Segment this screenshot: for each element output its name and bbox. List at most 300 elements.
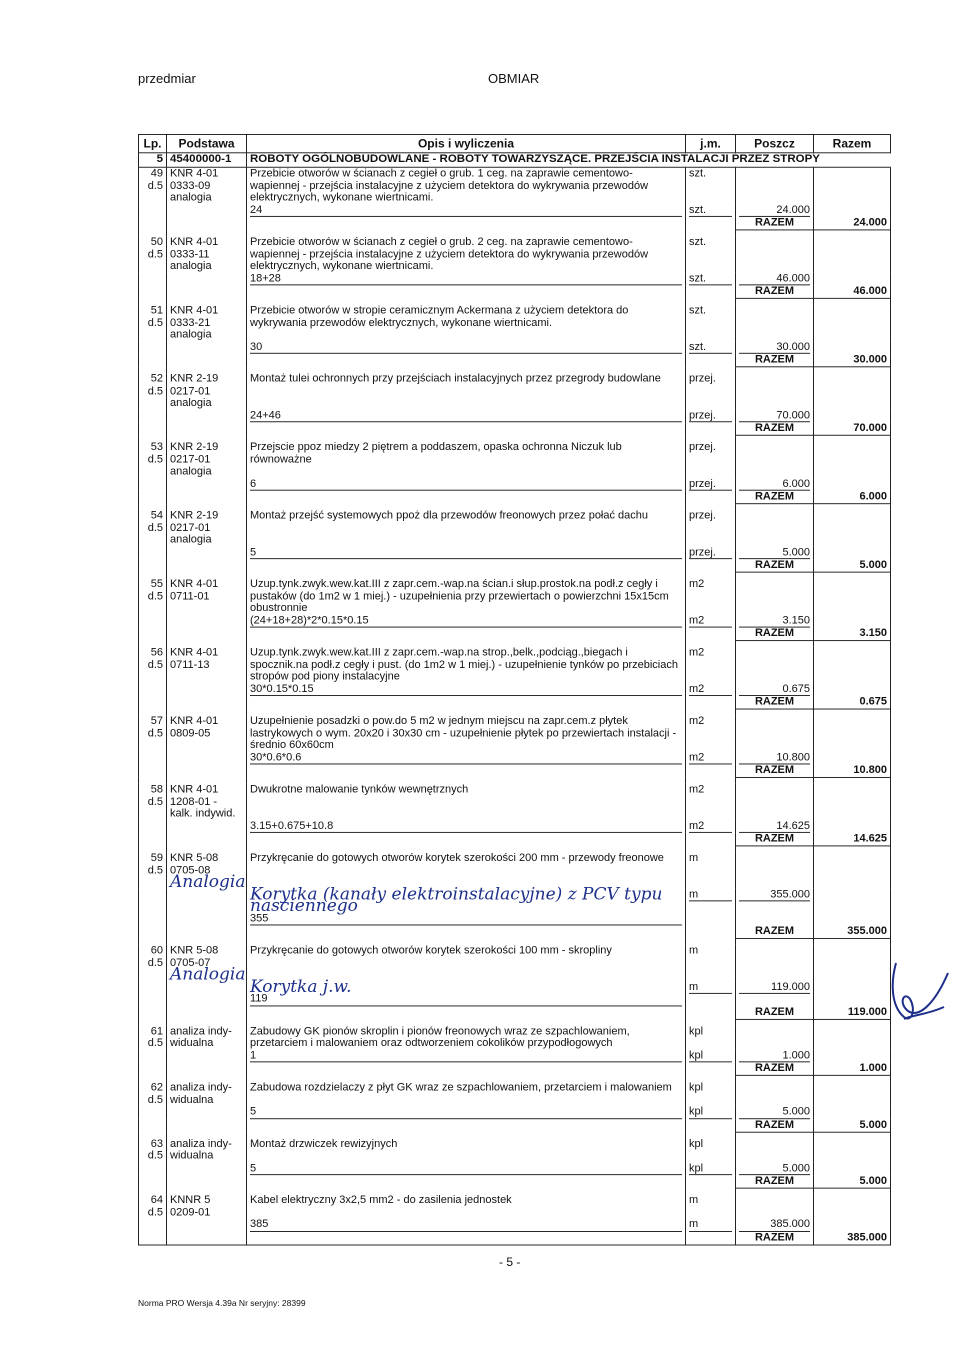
item-podstawa-line: analogia bbox=[170, 534, 212, 546]
item-unit: m bbox=[689, 852, 699, 864]
item-description: Montaż tulei ochronnych przy przejściach instalacyjnych przez przegrody budowlane bbox=[250, 373, 661, 385]
item-unit2: m2 bbox=[689, 820, 732, 833]
item-unit2-cell bbox=[686, 546, 736, 559]
item-unit2-cell bbox=[686, 981, 736, 1006]
item-razem-total: 46.000 bbox=[814, 285, 891, 298]
item-razem-empty bbox=[814, 167, 891, 204]
item-poszcz-cell bbox=[736, 341, 814, 354]
item-podstawa-cell bbox=[167, 578, 247, 614]
table-row-quantity bbox=[139, 1219, 891, 1232]
table-row-quantity bbox=[139, 888, 891, 925]
table-row-razem bbox=[139, 1175, 891, 1188]
razem-opis-empty bbox=[247, 491, 686, 504]
item-podstawa-line: KNR 2-19 bbox=[170, 509, 219, 522]
item-formula-cell bbox=[247, 272, 686, 285]
razem-pod-empty bbox=[167, 1062, 247, 1075]
item-poszcz: 385.000 bbox=[739, 1219, 810, 1232]
table-row-razem bbox=[139, 925, 891, 938]
item-description: Montaż przejść systemowych ppoż dla przewodów freonowych przez połać dachu bbox=[250, 509, 649, 522]
column-header-lp: Lp. bbox=[139, 134, 167, 152]
item-lp-cell bbox=[139, 647, 167, 683]
qty-pod-empty bbox=[167, 888, 247, 925]
item-podstawa-line: 0217-01 bbox=[170, 453, 211, 466]
item-unit2: kpl bbox=[689, 1162, 732, 1175]
item-poszcz-empty bbox=[736, 784, 814, 820]
item-lp-cell bbox=[139, 1025, 167, 1049]
item-d: d.5 bbox=[147, 1093, 163, 1106]
item-lp-cell bbox=[139, 1138, 167, 1162]
item-lp-cell bbox=[139, 852, 167, 888]
qty-lp-empty bbox=[139, 1106, 167, 1119]
item-unit2: m2 bbox=[689, 615, 732, 628]
item-poszcz-cell bbox=[736, 546, 814, 559]
item-podstawa-cell bbox=[167, 236, 247, 272]
item-podstawa-line: KNR 4-01 bbox=[170, 578, 219, 590]
item-razem-empty bbox=[814, 442, 891, 478]
item-razem-empty bbox=[814, 715, 891, 751]
item-podstawa-cell bbox=[167, 647, 247, 683]
item-unit2: m2 bbox=[689, 683, 732, 696]
item-unit2-cell bbox=[686, 1162, 736, 1175]
razem-jm-empty bbox=[686, 285, 736, 298]
handwritten-annotation: Korytka j.w. bbox=[250, 977, 352, 997]
item-formula-cell bbox=[247, 615, 686, 628]
item-poszcz: 5.000 bbox=[739, 1162, 810, 1175]
section-code: 45400000-1 bbox=[167, 153, 247, 167]
razem-pod-empty bbox=[167, 925, 247, 938]
item-podstawa-cell bbox=[167, 1025, 247, 1049]
qty-pod-empty bbox=[167, 751, 247, 764]
item-formula-cell bbox=[247, 884, 686, 925]
item-unit: przej. bbox=[689, 373, 716, 385]
item-podstawa-line: KNR 5-08 bbox=[170, 944, 219, 957]
table-header-row bbox=[139, 134, 891, 152]
qty-pod-empty bbox=[167, 1049, 247, 1062]
item-description-cell bbox=[247, 442, 686, 478]
item-lp: 58 bbox=[150, 783, 163, 796]
qty-razem-empty bbox=[814, 546, 891, 559]
item-formula-cell bbox=[247, 1219, 686, 1232]
table-row bbox=[139, 510, 891, 546]
qty-razem-empty bbox=[814, 683, 891, 696]
razem-pod-empty bbox=[167, 1006, 247, 1019]
item-unit-cell bbox=[686, 852, 736, 888]
item-formula-cell bbox=[247, 409, 686, 422]
item-poszcz: 70.000 bbox=[739, 409, 810, 422]
item-description-cell bbox=[247, 715, 686, 751]
item-description-cell bbox=[247, 167, 686, 204]
table-row-razem bbox=[139, 833, 891, 846]
razem-jm-empty bbox=[686, 925, 736, 938]
item-unit2: przej. bbox=[689, 478, 732, 491]
item-description: Przejscie ppoz miedzy 2 piętrem a poddaszem, opaska ochronna Niczuk lub równoważne bbox=[250, 441, 622, 466]
item-unit-cell bbox=[686, 305, 736, 341]
table-row-quantity bbox=[139, 478, 891, 491]
item-unit2: szt. bbox=[689, 272, 732, 285]
header-title: OBMIAR bbox=[488, 71, 540, 86]
item-lp-cell bbox=[139, 945, 167, 981]
item-formula: 30*0.6*0.6 bbox=[250, 751, 682, 764]
item-razem-total: 355.000 bbox=[814, 925, 891, 938]
qty-pod-empty bbox=[167, 341, 247, 354]
item-poszcz-empty bbox=[736, 442, 814, 478]
qty-razem-empty bbox=[814, 981, 891, 1006]
item-formula: 24 bbox=[250, 204, 682, 217]
table-row bbox=[139, 236, 891, 272]
razem-lp-empty bbox=[139, 491, 167, 504]
handwritten-signature bbox=[886, 955, 956, 1035]
qty-razem-empty bbox=[814, 751, 891, 764]
qty-razem-empty bbox=[814, 478, 891, 491]
item-poszcz-empty bbox=[736, 1025, 814, 1049]
razem-label: RAZEM bbox=[736, 1119, 814, 1132]
item-unit2-cell bbox=[686, 1219, 736, 1232]
table-row bbox=[139, 852, 891, 888]
razem-label: RAZEM bbox=[736, 491, 814, 504]
item-description: Przykręcanie do gotowych otworów korytek szerokości 100 mm - skropliny bbox=[250, 944, 612, 957]
item-poszcz-empty bbox=[736, 510, 814, 546]
item-unit2: przej. bbox=[689, 546, 732, 559]
item-lp-cell bbox=[139, 715, 167, 751]
item-lp-cell bbox=[139, 305, 167, 341]
table-row-razem bbox=[139, 285, 891, 298]
table-row-razem bbox=[139, 696, 891, 709]
table-row-razem bbox=[139, 217, 891, 230]
item-unit-cell bbox=[686, 442, 736, 478]
item-lp: 49 bbox=[150, 167, 163, 180]
razem-pod-empty bbox=[167, 628, 247, 641]
item-podstawa-line: KNR 2-19 bbox=[170, 441, 219, 454]
item-description-cell bbox=[247, 236, 686, 272]
item-description-cell bbox=[247, 1025, 686, 1049]
razem-jm-empty bbox=[686, 696, 736, 709]
item-podstawa-line: analiza indy- bbox=[170, 1081, 232, 1094]
item-unit2: kpl bbox=[689, 1106, 732, 1119]
item-poszcz-empty bbox=[736, 373, 814, 409]
item-podstawa-line: KNR 5-08 bbox=[170, 852, 219, 864]
qty-pod-empty bbox=[167, 820, 247, 833]
razem-label: RAZEM bbox=[736, 833, 814, 846]
item-podstawa-line: 1208-01 - bbox=[170, 795, 218, 808]
table-row-razem bbox=[139, 1232, 891, 1245]
item-podstawa-cell bbox=[167, 1194, 247, 1218]
razem-label: RAZEM bbox=[736, 217, 814, 230]
item-formula-cell bbox=[247, 1162, 686, 1175]
item-poszcz-cell bbox=[736, 683, 814, 696]
table-row-quantity bbox=[139, 820, 891, 833]
table-row-quantity bbox=[139, 683, 891, 696]
item-razem-total: 1.000 bbox=[814, 1062, 891, 1075]
item-description: Dwukrotne malowanie tynków wewnętrznych bbox=[250, 783, 469, 796]
item-razem-empty bbox=[814, 852, 891, 888]
item-podstawa-cell bbox=[167, 442, 247, 478]
qty-lp-empty bbox=[139, 204, 167, 217]
item-d: d.5 bbox=[147, 956, 163, 969]
item-podstawa-line: widualna bbox=[170, 1037, 214, 1049]
item-podstawa-line: 0217-01 bbox=[170, 522, 211, 534]
razem-jm-empty bbox=[686, 764, 736, 777]
table-row bbox=[139, 715, 891, 751]
razem-label: RAZEM bbox=[736, 696, 814, 709]
item-podstawa-line: analogia bbox=[170, 397, 212, 409]
item-unit: m2 bbox=[689, 646, 705, 659]
item-razem-total: 14.625 bbox=[814, 833, 891, 846]
item-unit-cell bbox=[686, 784, 736, 820]
item-podstawa-line: kalk. indywid. bbox=[170, 807, 236, 820]
item-poszcz-empty bbox=[736, 236, 814, 272]
razem-opis-empty bbox=[247, 1006, 686, 1019]
item-unit: szt. bbox=[689, 304, 707, 317]
item-description: Kabel elektryczny 3x2,5 mm2 - do zasilenia jednostek bbox=[250, 1194, 512, 1206]
column-header-poszcz: Poszcz bbox=[736, 134, 814, 152]
item-poszcz-cell bbox=[736, 1162, 814, 1175]
qty-razem-empty bbox=[814, 888, 891, 925]
qty-lp-empty bbox=[139, 1219, 167, 1232]
item-formula-cell bbox=[247, 341, 686, 354]
qty-pod-empty bbox=[167, 981, 247, 1006]
item-formula: 355 bbox=[250, 912, 682, 925]
razem-lp-empty bbox=[139, 1062, 167, 1075]
table-row-quantity bbox=[139, 204, 891, 217]
item-poszcz-empty bbox=[736, 305, 814, 341]
item-podstawa-cell bbox=[167, 373, 247, 409]
item-unit2: m bbox=[689, 888, 732, 901]
table-row-quantity bbox=[139, 1106, 891, 1119]
item-poszcz: 5.000 bbox=[739, 1106, 810, 1119]
item-formula-cell bbox=[247, 1049, 686, 1062]
qty-pod-empty bbox=[167, 478, 247, 491]
qty-pod-empty bbox=[167, 546, 247, 559]
item-d: d.5 bbox=[147, 248, 163, 260]
qty-razem-empty bbox=[814, 341, 891, 354]
item-description-cell bbox=[247, 373, 686, 409]
table-row-quantity bbox=[139, 615, 891, 628]
item-unit: kpl bbox=[689, 1025, 704, 1037]
item-podstawa-cell bbox=[167, 715, 247, 751]
item-razem-empty bbox=[814, 1138, 891, 1162]
razem-pod-empty bbox=[167, 764, 247, 777]
razem-lp-empty bbox=[139, 1006, 167, 1019]
razem-opis-empty bbox=[247, 1175, 686, 1188]
item-poszcz: 0.675 bbox=[739, 683, 810, 696]
razem-pod-empty bbox=[167, 217, 247, 230]
qty-razem-empty bbox=[814, 272, 891, 285]
item-razem-total: 24.000 bbox=[814, 217, 891, 230]
item-lp-cell bbox=[139, 373, 167, 409]
item-poszcz-empty bbox=[736, 647, 814, 683]
item-unit2-cell bbox=[686, 409, 736, 422]
item-razem-total: 6.000 bbox=[814, 491, 891, 504]
razem-jm-empty bbox=[686, 1232, 736, 1245]
table-row bbox=[139, 578, 891, 614]
item-razem-total: 10.800 bbox=[814, 764, 891, 777]
razem-jm-empty bbox=[686, 1062, 736, 1075]
razem-jm-empty bbox=[686, 833, 736, 846]
item-unit2-cell bbox=[686, 1106, 736, 1119]
item-poszcz-cell bbox=[736, 204, 814, 217]
item-podstawa-cell bbox=[167, 784, 247, 820]
qty-pod-empty bbox=[167, 615, 247, 628]
item-d: d.5 bbox=[147, 1206, 163, 1219]
item-unit: m bbox=[689, 944, 699, 957]
item-unit-cell bbox=[686, 373, 736, 409]
table-row bbox=[139, 945, 891, 981]
razem-pod-empty bbox=[167, 833, 247, 846]
item-d: d.5 bbox=[147, 795, 163, 808]
item-d: d.5 bbox=[147, 864, 163, 876]
item-razem-total: 0.675 bbox=[814, 696, 891, 709]
qty-lp-empty bbox=[139, 888, 167, 925]
item-podstawa-line: KNR 4-01 bbox=[170, 646, 219, 659]
table-row-quantity bbox=[139, 341, 891, 354]
item-unit2-cell bbox=[686, 478, 736, 491]
razem-opis-empty bbox=[247, 1232, 686, 1245]
item-poszcz-cell bbox=[736, 409, 814, 422]
item-podstawa-line: 0217-01 bbox=[170, 385, 211, 397]
razem-lp-empty bbox=[139, 764, 167, 777]
item-formula: 30*0.15*0.15 bbox=[250, 683, 682, 696]
item-formula-cell bbox=[247, 478, 686, 491]
qty-pod-empty bbox=[167, 272, 247, 285]
table-row bbox=[139, 167, 891, 204]
item-unit-cell bbox=[686, 1025, 736, 1049]
item-poszcz-cell bbox=[736, 751, 814, 764]
item-formula: 30 bbox=[250, 341, 682, 354]
item-razem-empty bbox=[814, 1025, 891, 1049]
item-unit2-cell bbox=[686, 1049, 736, 1062]
table-row bbox=[139, 647, 891, 683]
item-formula: 3.15+0.675+10.8 bbox=[250, 820, 682, 833]
item-lp-cell bbox=[139, 578, 167, 614]
item-razem-total: 70.000 bbox=[814, 422, 891, 435]
item-poszcz-cell bbox=[736, 478, 814, 491]
handwritten-podstawa-note: Analogia bbox=[170, 964, 246, 985]
item-podstawa-line: analogia bbox=[170, 465, 212, 478]
razem-label: RAZEM bbox=[736, 1232, 814, 1245]
item-description-cell bbox=[247, 305, 686, 341]
table-row-quantity bbox=[139, 1162, 891, 1175]
razem-opis-empty bbox=[247, 925, 686, 938]
razem-pod-empty bbox=[167, 491, 247, 504]
item-poszcz-cell bbox=[736, 820, 814, 833]
razem-lp-empty bbox=[139, 696, 167, 709]
item-unit-cell bbox=[686, 1082, 736, 1106]
item-poszcz: 1.000 bbox=[739, 1049, 810, 1062]
item-unit-cell bbox=[686, 945, 736, 981]
software-note: Norma PRO Wersja 4.39a Nr seryjny: 28399 bbox=[138, 1298, 306, 1308]
item-d: d.5 bbox=[147, 316, 163, 329]
table-row-razem bbox=[139, 491, 891, 504]
qty-pod-empty bbox=[167, 1219, 247, 1232]
table-row bbox=[139, 1194, 891, 1218]
item-description: Przykręcanie do gotowych otworów korytek szerokości 200 mm - przewody freonowe bbox=[250, 852, 664, 864]
item-razem-empty bbox=[814, 1082, 891, 1106]
item-formula: 6 bbox=[250, 478, 682, 491]
table-row-razem bbox=[139, 1062, 891, 1075]
item-podstawa-line: KNR 4-01 bbox=[170, 304, 219, 317]
razem-opis-empty bbox=[247, 1062, 686, 1075]
column-header-podstawa: Podstawa bbox=[167, 134, 247, 152]
item-podstawa-line: 0809-05 bbox=[170, 727, 211, 739]
section-title: ROBOTY OGÓLNOBUDOWLANE - ROBOTY TOWARZYSZĄCE. PRZEJŚCIA INSTALACJI PRZEZ STROPY bbox=[247, 153, 891, 167]
item-poszcz-cell bbox=[736, 1219, 814, 1232]
item-podstawa-line: 0711-01 bbox=[170, 590, 210, 603]
qty-pod-empty bbox=[167, 204, 247, 217]
column-header-opis: Opis i wyliczenia bbox=[247, 134, 686, 152]
item-podstawa-line: KNR 4-01 bbox=[170, 167, 219, 180]
razem-label: RAZEM bbox=[736, 1062, 814, 1075]
item-description-cell bbox=[247, 647, 686, 683]
razem-jm-empty bbox=[686, 354, 736, 367]
item-razem-empty bbox=[814, 945, 891, 981]
item-formula: 119 bbox=[250, 993, 682, 1006]
item-description: Uzup.tynk.zwyk.wew.kat.III z zapr.cem.-wap.na strop.,belk.,podciąg.,biegach i spocznik.na podł.z cegły i pust. (do 1m2 w 1 miej.) - uzupełnienie tynków po przebiciach stropów pod piony instalacyjne bbox=[250, 646, 678, 683]
item-lp: 57 bbox=[150, 715, 163, 727]
item-podstawa-line: analiza indy- bbox=[170, 1138, 232, 1150]
item-formula-cell bbox=[247, 683, 686, 696]
razem-label: RAZEM bbox=[736, 1006, 814, 1019]
qty-lp-empty bbox=[139, 751, 167, 764]
item-poszcz: 119.000 bbox=[739, 981, 810, 994]
item-formula: 24+46 bbox=[250, 409, 682, 422]
item-description-cell bbox=[247, 578, 686, 614]
item-description-cell bbox=[247, 945, 686, 981]
item-unit2-cell bbox=[686, 204, 736, 217]
item-lp: 63 bbox=[150, 1138, 163, 1150]
item-lp: 61 bbox=[150, 1025, 163, 1037]
razem-lp-empty bbox=[139, 833, 167, 846]
razem-label: RAZEM bbox=[736, 559, 814, 572]
item-d: d.5 bbox=[147, 1037, 163, 1049]
item-d: d.5 bbox=[147, 658, 163, 671]
item-podstawa-line: analogia bbox=[170, 260, 212, 272]
qty-razem-empty bbox=[814, 204, 891, 217]
razem-lp-empty bbox=[139, 354, 167, 367]
item-description-cell bbox=[247, 510, 686, 546]
razem-label: RAZEM bbox=[736, 628, 814, 641]
qty-lp-empty bbox=[139, 546, 167, 559]
item-poszcz-empty bbox=[736, 1138, 814, 1162]
item-lp: 55 bbox=[150, 578, 163, 590]
item-podstawa-line: KNR 2-19 bbox=[170, 373, 219, 385]
razem-jm-empty bbox=[686, 628, 736, 641]
item-description: Zabudowa rozdzielaczy z płyt GK wraz ze szpachlowaniem, przetarciem i malowaniem bbox=[250, 1081, 672, 1094]
razem-jm-empty bbox=[686, 1175, 736, 1188]
item-unit: kpl bbox=[689, 1138, 704, 1150]
table-row bbox=[139, 373, 891, 409]
section-row bbox=[139, 153, 891, 167]
item-lp-cell bbox=[139, 784, 167, 820]
item-d: d.5 bbox=[147, 179, 163, 192]
section-lp: 5 bbox=[139, 153, 167, 167]
item-unit: kpl bbox=[689, 1081, 704, 1094]
item-formula-cell bbox=[247, 977, 686, 1006]
item-podstawa-cell bbox=[167, 510, 247, 546]
item-poszcz-empty bbox=[736, 852, 814, 888]
item-formula: 5 bbox=[250, 546, 682, 559]
item-podstawa-line: analogia bbox=[170, 191, 212, 204]
razem-opis-empty bbox=[247, 764, 686, 777]
item-razem-empty bbox=[814, 578, 891, 614]
item-podstawa-line: KNR 4-01 bbox=[170, 783, 219, 796]
item-podstawa-cell bbox=[167, 167, 247, 204]
razem-jm-empty bbox=[686, 1006, 736, 1019]
qty-razem-empty bbox=[814, 1162, 891, 1175]
column-header-razem: Razem bbox=[814, 134, 891, 152]
item-unit2: szt. bbox=[689, 341, 732, 354]
item-razem-total: 5.000 bbox=[814, 559, 891, 572]
qty-lp-empty bbox=[139, 615, 167, 628]
